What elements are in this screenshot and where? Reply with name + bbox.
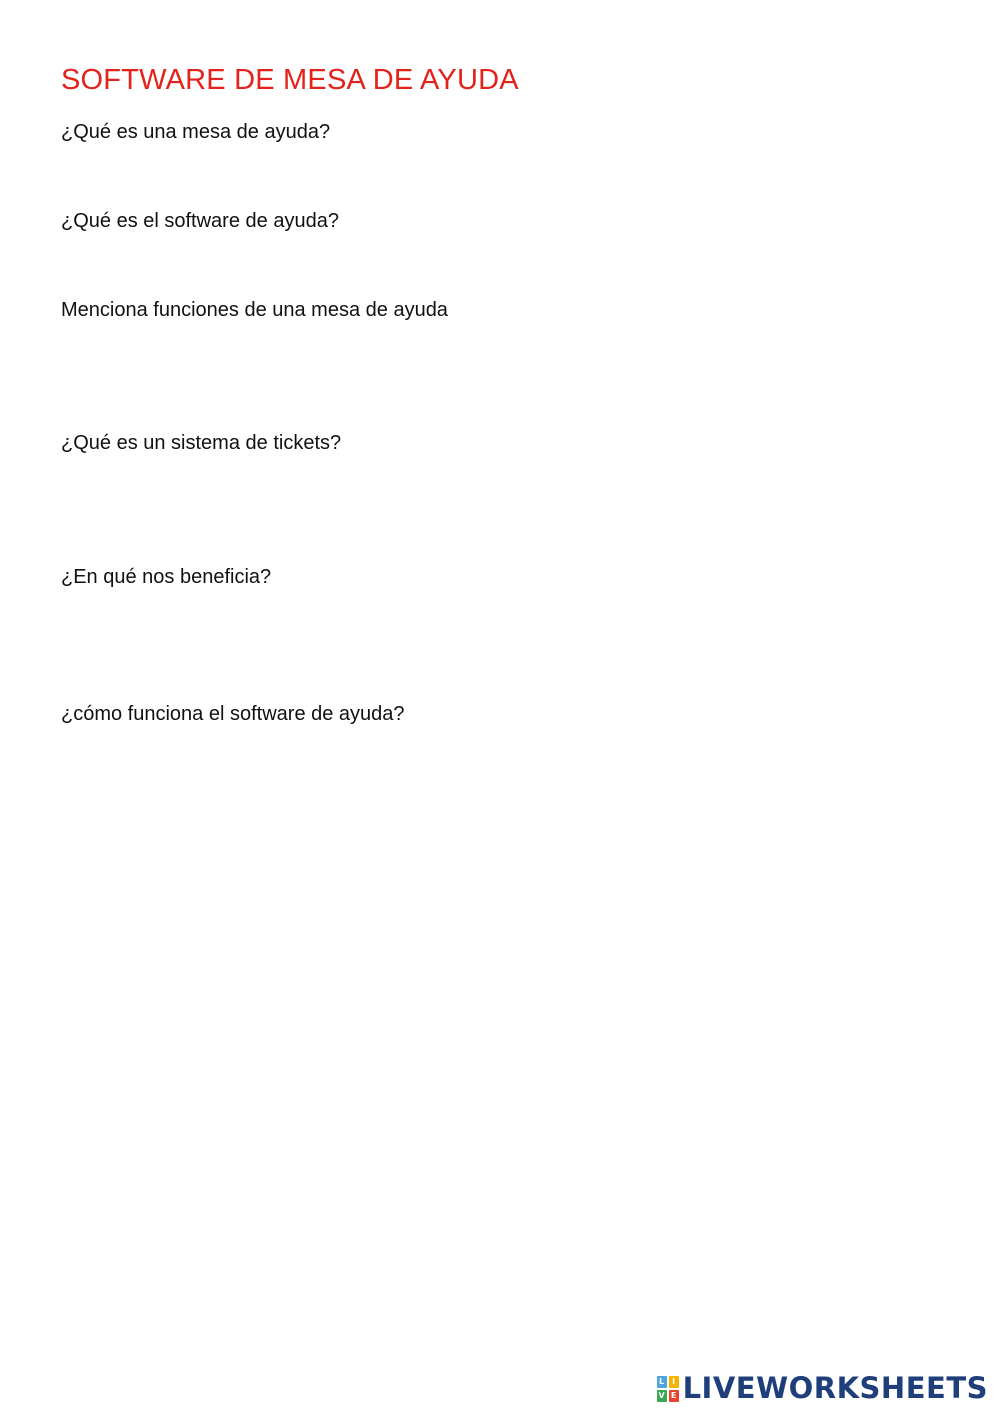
liveworksheets-brand[interactable] <box>657 1371 988 1405</box>
logo-letter-e: E <box>669 1390 679 1402</box>
question-6: ¿cómo funciona el software de ayuda? <box>61 703 405 725</box>
liveworksheets-logo-icon <box>657 1376 679 1402</box>
logo-letter-l: L <box>657 1376 667 1388</box>
question-1: ¿Qué es una mesa de ayuda? <box>61 121 331 143</box>
question-5: ¿En qué nos beneficia? <box>61 566 272 588</box>
question-4: ¿Qué es un sistema de tickets? <box>61 432 342 454</box>
logo-letter-v: V <box>658 1390 665 1400</box>
page-title: SOFTWARE DE MESA DE AYUDA <box>61 64 519 96</box>
logo-letter-i: I <box>669 1376 679 1388</box>
question-2: ¿Qué es el software de ayuda? <box>61 210 339 232</box>
question-3: Menciona funciones de una mesa de ayuda <box>61 299 448 321</box>
brand-name: LIVEWORKSHEETS <box>682 1371 988 1405</box>
